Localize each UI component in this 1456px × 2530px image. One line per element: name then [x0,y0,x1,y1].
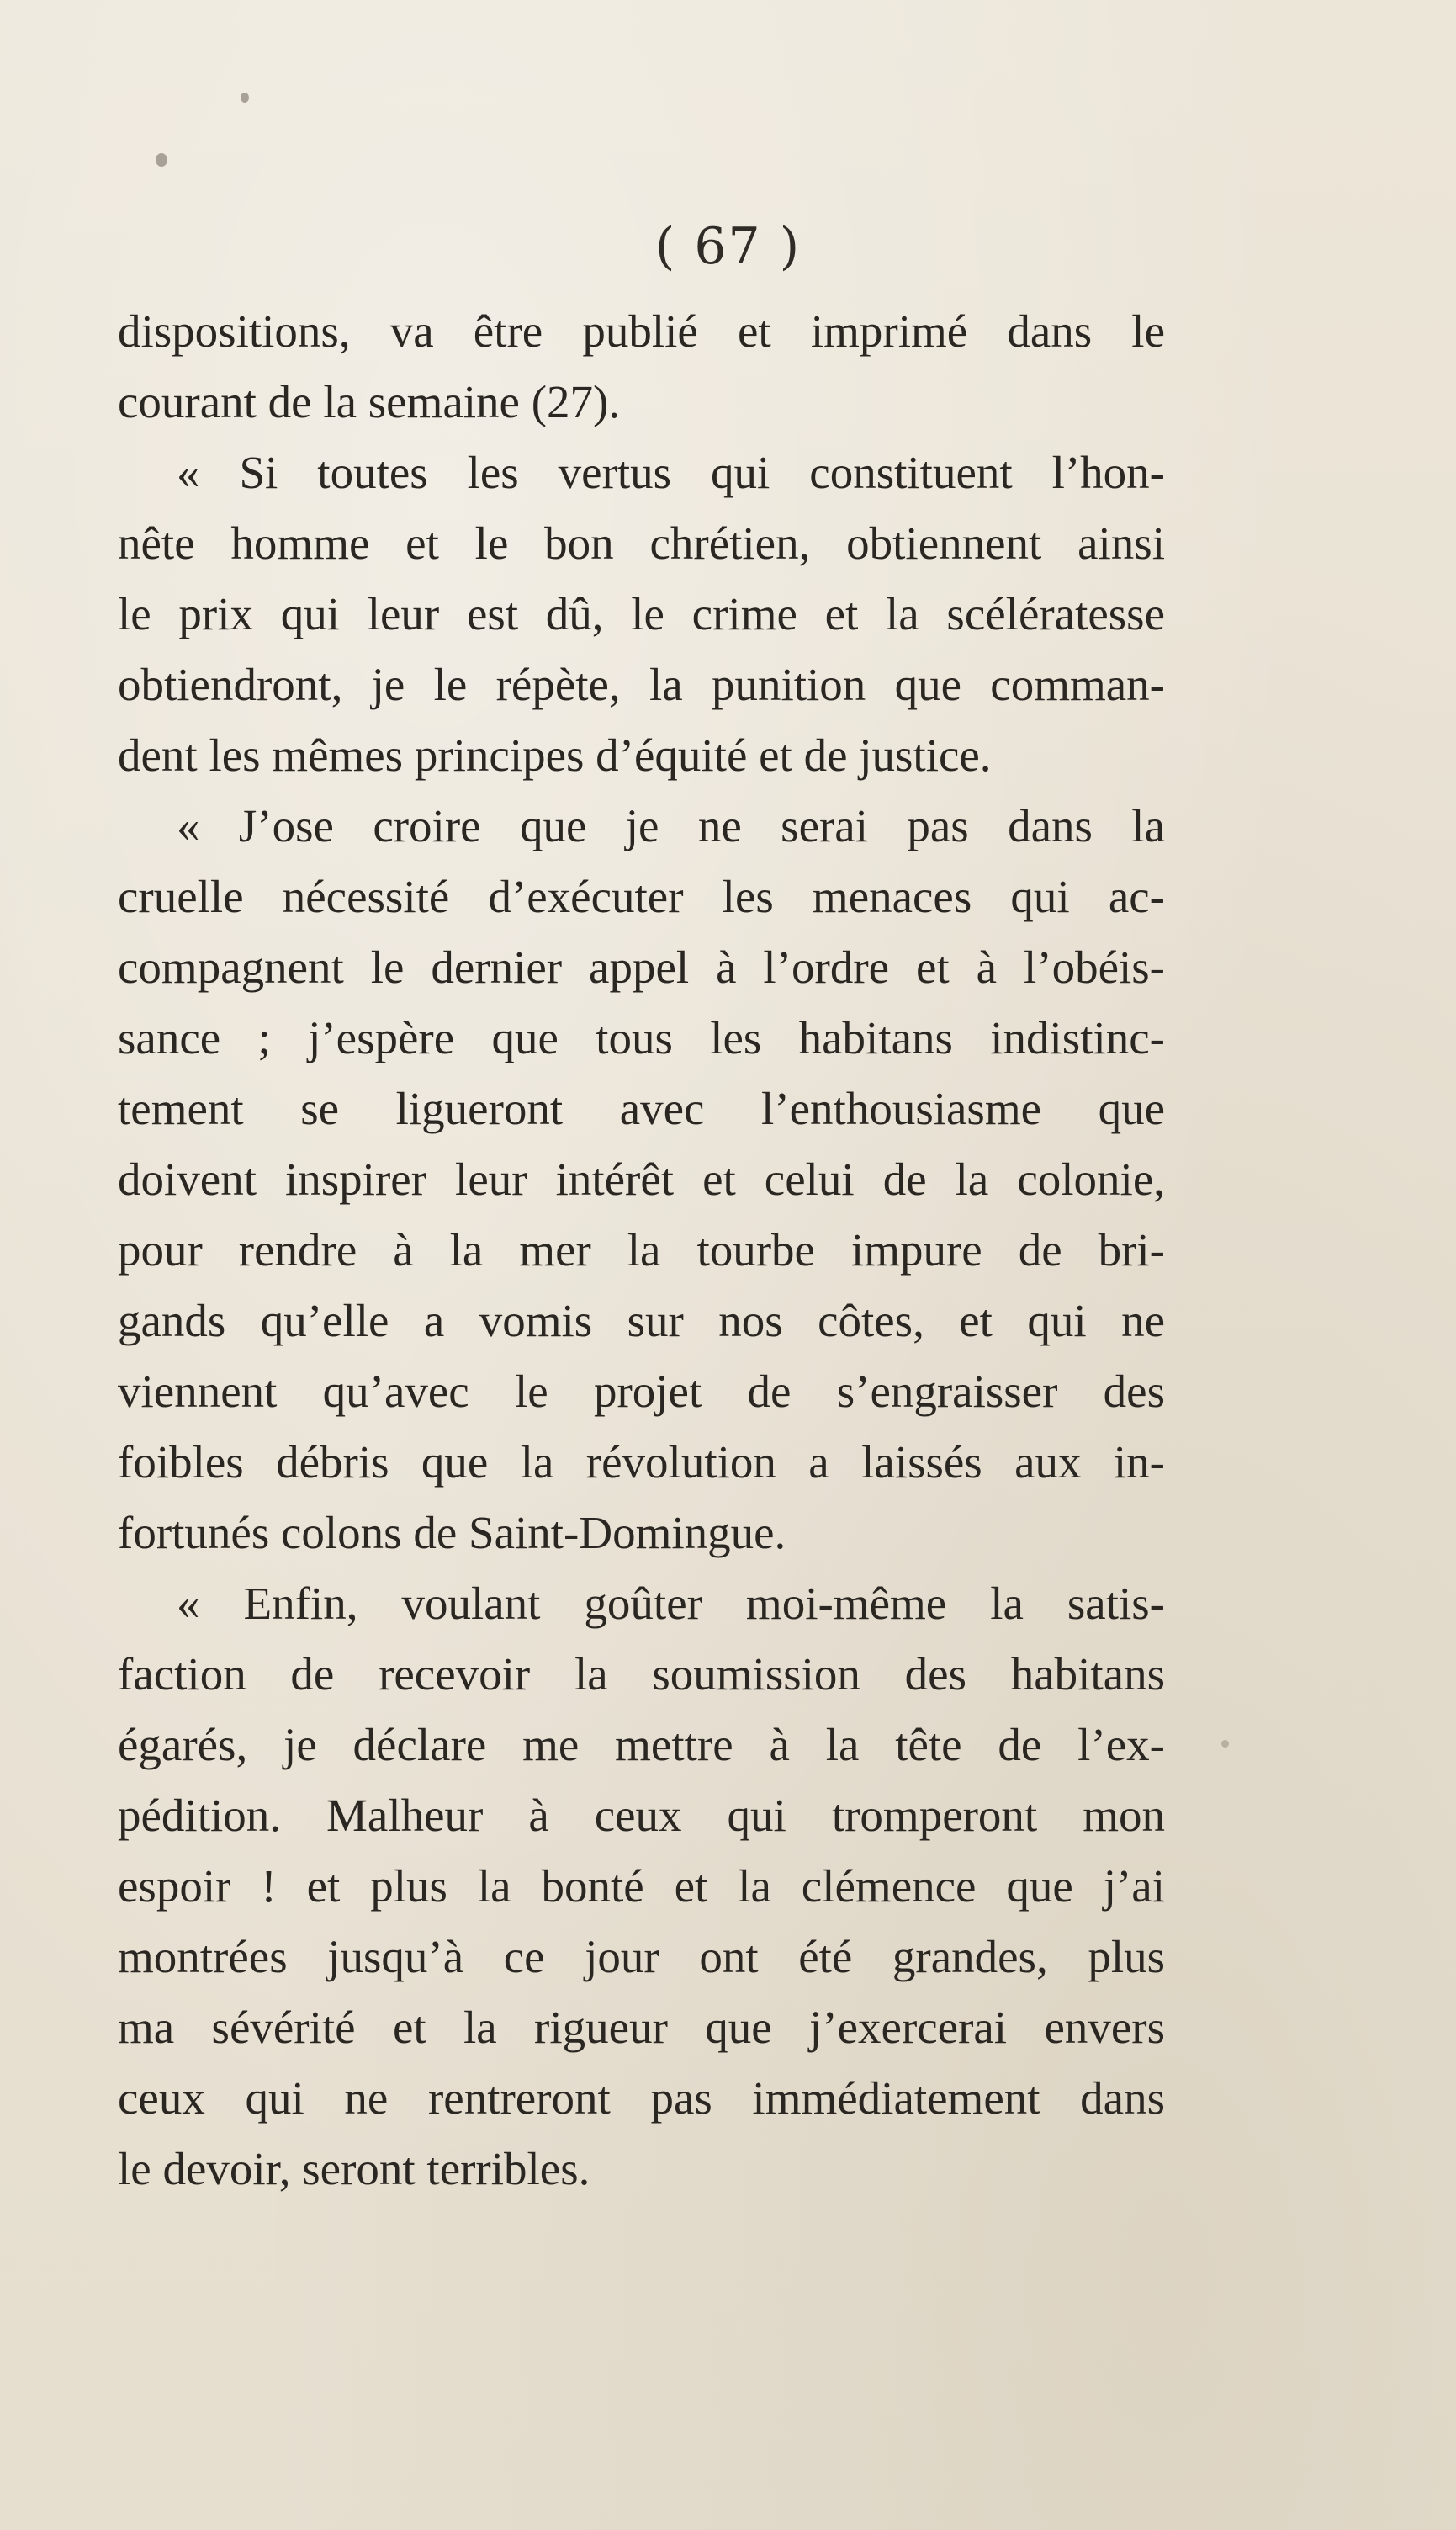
text-line: courant de la semaine (27). [118,376,621,427]
text-line: fortunés colons de Saint-Domingue. [118,1507,786,1558]
ink-spot [241,93,249,103]
text-line: viennent qu’avec le projet de s’engraisser des [118,1366,1165,1417]
text-line: ma sévérité et la rigueur que j’exercerai envers [118,2002,1165,2053]
text-line: montrées jusqu’à ce jour ont été grandes, plus [118,1931,1165,1982]
text-line: le prix qui leur est dû, le crime et la scélératesse [118,588,1165,639]
text-line: espoir ! et plus la bonté et la clémence que j’ai [118,1860,1165,1912]
text-line: « Enfin, voulant goûter moi-même la satis- [177,1578,1165,1629]
text-line: compagnent le dernier appel à l’ordre et à l’obéis- [118,941,1165,993]
text-line: ceux qui ne rentreront pas immédiatement dans [118,2072,1165,2124]
text-line: obtiendront, je le répète, la punition que comman- [118,659,1165,710]
text-line: pédition. Malheur à ceux qui tromperont mon [118,1790,1165,1841]
text-line: cruelle nécessité d’exécuter les menaces qui ac- [118,871,1165,922]
text-line: le devoir, seront terribles. [118,2143,590,2194]
text-line: pour rendre à la mer la tourbe impure de bri- [118,1224,1165,1276]
text-line: « J’ose croire que je ne serai pas dans la [177,800,1165,851]
text-line: doivent inspirer leur intérêt et celui de la colonie, [118,1154,1165,1205]
ink-spot [156,153,167,167]
text-line: nête homme et le bon chrétien, obtiennent ainsi [118,517,1165,569]
text-line: gands qu’elle a vomis sur nos côtes, et qui ne [118,1295,1165,1346]
body-text [118,296,1165,2204]
text-line: « Si toutes les vertus qui constituent l’hon- [177,447,1165,498]
text-line: dent les mêmes principes d’équité et de justice. [118,729,992,781]
text-line: sance ; j’espère que tous les habitans indistinc- [118,1012,1165,1063]
text-line: faction de recevoir la soumission des habitans [118,1648,1165,1700]
text-line: foibles débris que la révolution a laissés aux in- [118,1436,1165,1488]
text-line: égarés, je déclare me mettre à la tête de l’ex- [118,1719,1165,1770]
page-number: ( 67 ) [654,217,802,276]
text-line: tement se ligueront avec l’enthousiasme que [118,1083,1165,1134]
text-line: dispositions, va être publié et imprimé dans le [118,305,1165,357]
ink-spot [1221,1740,1229,1748]
